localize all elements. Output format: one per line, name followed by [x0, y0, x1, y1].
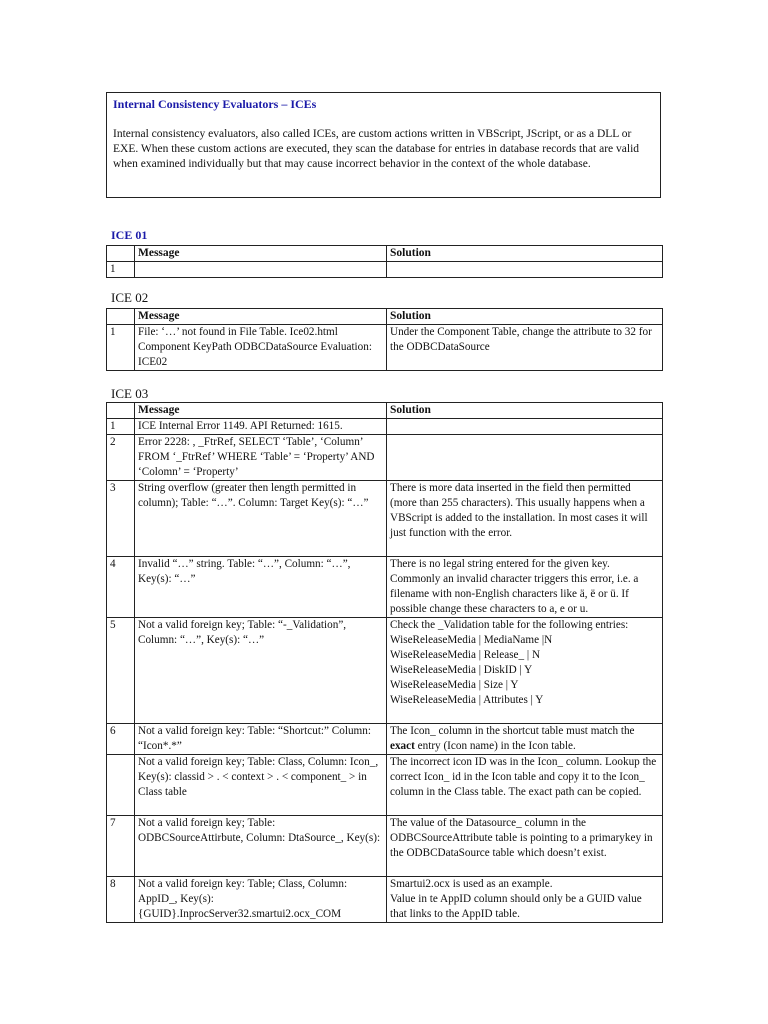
table-row	[107, 724, 663, 755]
intro-box	[106, 92, 661, 198]
table-row	[107, 325, 663, 371]
solution-line: WiseReleaseMedia | Attributes | Y	[390, 694, 544, 706]
ice02-heading: ICE 02	[111, 290, 149, 305]
row-message: Error 2228: , _FtrRef, SELECT ‘Table’, ‘Column’ FROM ‘_FtrRef’ WHERE ‘Table’ = ‘Property’ AND ‘Colomn’ = ‘Property’	[135, 435, 387, 481]
row-solution	[387, 618, 663, 724]
table-row	[107, 435, 663, 481]
row-solution	[387, 724, 663, 755]
row-message: Not a valid foreign key; Table: ODBCSourceAttirbute, Column: DtaSource_, Key(s):	[135, 816, 387, 877]
solution-line: Smartui2.ocx is used as an example.	[390, 878, 553, 890]
table-row	[107, 419, 663, 435]
table-header-row	[107, 403, 663, 419]
row-message: Invalid “…” string. Table: “…”, Column: “…”, Key(s): “…”	[135, 557, 387, 618]
table-header-row	[107, 309, 663, 325]
solution-line: WiseReleaseMedia | MediaName |N	[390, 634, 553, 646]
solution-line: WiseReleaseMedia | Release_ | N	[390, 649, 541, 661]
row-message: Not a valid foreign key: Table; Class, Column: AppID_, Key(s): {GUID}.InprocServer32.smartui2.ocx_COM	[135, 877, 387, 923]
table-row	[107, 481, 663, 557]
header-solution: Solution	[387, 309, 663, 325]
row-num: 5	[107, 618, 135, 724]
row-message: Not a valid foreign key; Table: “-_Validation”, Column: “…”, Key(s): “…”	[135, 618, 387, 724]
row-message: Not a valid foreign key; Table: Class, Column: Icon_, Key(s): classid > . < context > . < component_ > in Class table	[135, 755, 387, 816]
row-num: 4	[107, 557, 135, 618]
intro-body: Internal consistency evaluators, also called ICEs, are custom actions written in VBScript, JScript, or as a DLL or EXE. When these custom actions are executed, they scan the database for entries in database records that are valid when examined individually but that may cause incorrect behavior in the context of the whole database.	[113, 128, 640, 170]
row-solution	[387, 262, 663, 278]
header-solution: Solution	[387, 403, 663, 419]
row-solution	[387, 419, 663, 435]
ice03-heading: ICE 03	[111, 386, 149, 401]
header-num	[107, 246, 135, 262]
header-solution: Solution	[387, 246, 663, 262]
table-row	[107, 618, 663, 724]
ice01-table	[106, 245, 663, 278]
ice01-heading: ICE 01	[111, 228, 148, 242]
row-num: 2	[107, 435, 135, 481]
row-num: 8	[107, 877, 135, 923]
row-solution: The incorrect icon ID was in the Icon_ column. Lookup the correct Icon_ id in the Icon table and copy it to the Icon_ column in the Class table. The exact path can be copied.	[387, 755, 663, 816]
header-message: Message	[135, 246, 387, 262]
ice02-table	[106, 308, 663, 371]
row-message: ICE Internal Error 1149. API Returned: 1615.	[135, 419, 387, 435]
row-solution	[387, 435, 663, 481]
table-header-row	[107, 246, 663, 262]
header-num	[107, 403, 135, 419]
row-solution: There is no legal string entered for the given key. Commonly an invalid character triggers this error, i.e. a filename with non-English characters like ä, ë or ü. If possible change these characters to a, e or u.	[387, 557, 663, 618]
table-row	[107, 755, 663, 816]
row-message: File: ‘…’ not found in File Table. Ice02.html Component KeyPath ODBCDataSource Evaluation: ICE02	[135, 325, 387, 371]
row-num: 7	[107, 816, 135, 877]
row-num: 1	[107, 419, 135, 435]
table-row	[107, 816, 663, 877]
row-solution: The value of the Datasource_ column in the ODBCSourceAttribute table is pointing to a primarykey in the ODBCDataSource table which doesn’t exist.	[387, 816, 663, 877]
row-message	[135, 262, 387, 278]
table-row	[107, 557, 663, 618]
row-solution: Under the Component Table, change the attribute to 32 for the ODBCDataSource	[387, 325, 663, 371]
row-message: String overflow (greater then length permitted in column); Table: “…”. Column: Target Key(s): “…”	[135, 481, 387, 557]
row-num: 1	[107, 325, 135, 371]
row-solution	[387, 877, 663, 923]
solution-line: Value in te AppID column should only be a GUID value that links to the AppID table.	[390, 893, 642, 920]
solution-line: WiseReleaseMedia | DiskID | Y	[390, 664, 533, 676]
header-message: Message	[135, 309, 387, 325]
row-num	[107, 755, 135, 816]
row-num: 6	[107, 724, 135, 755]
row-num: 3	[107, 481, 135, 557]
solution-text: The Icon_ column in the shortcut table must match the	[390, 725, 635, 737]
table-row	[107, 262, 663, 278]
intro-title: Internal Consistency Evaluators – ICEs	[113, 97, 317, 111]
solution-emphasis: exact	[390, 740, 415, 752]
header-message: Message	[135, 403, 387, 419]
solution-line: WiseReleaseMedia | Size | Y	[390, 679, 519, 691]
ice03-table	[106, 402, 663, 923]
header-num	[107, 309, 135, 325]
solution-text: entry (Icon name) in the Icon table.	[414, 740, 576, 752]
row-message: Not a valid foreign key: Table: “Shortcut:” Column: “Icon*.*”	[135, 724, 387, 755]
table-row	[107, 877, 663, 923]
row-solution: There is more data inserted in the field then permitted (more than 255 characters). This usually happens when a VBScript is added to the installation. In most cases it will just function with the error.	[387, 481, 663, 557]
row-num: 1	[107, 262, 135, 278]
solution-line: Check the _Validation table for the following entries:	[390, 619, 629, 631]
